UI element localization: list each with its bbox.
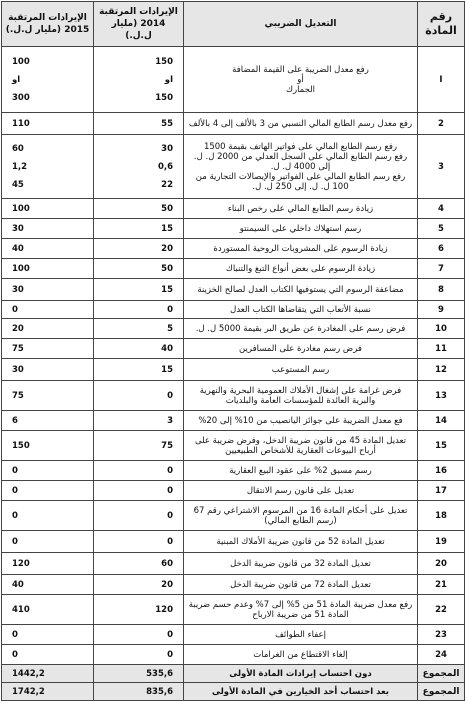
article-number-text: 10: [435, 323, 447, 334]
article-number-text: 5: [438, 223, 444, 234]
revenue-2014-value: 0: [167, 465, 173, 476]
article-number: [418, 199, 465, 219]
amendment-description: [184, 381, 418, 411]
article-number-text: 3: [438, 161, 444, 172]
revenue-2014-value: 20: [161, 579, 173, 590]
revenue-2015-value: 0: [12, 629, 18, 640]
amendment-description: [184, 199, 418, 219]
amendment-description: [184, 279, 418, 301]
table-header-row: [2, 2, 465, 47]
revenue-2015-value: 0: [12, 485, 18, 496]
header-revenue-2015: الإيرادات المرتقبة 2015 (مليار ل.ل.): [2, 2, 94, 47]
amendment-description: [184, 553, 418, 575]
article-number-text: 8: [438, 284, 444, 295]
description-line: فرض رسم على المغادرة عن طريق البر بقيمة 5000 ل. ل.: [195, 323, 406, 334]
description-line: تعديل المادة 45 من قانون ضريبة الدخل، وفرض ضريبة على أرباح البيوعات العقارية للأشخاص الطبيعيين: [194, 435, 406, 456]
table-row: [2, 199, 465, 219]
revenue-2014-cell: [94, 259, 184, 279]
amendment-description: [184, 501, 418, 531]
revenue-2015-cell: [2, 553, 94, 575]
amendment-description: [184, 595, 418, 625]
total-2015: [2, 683, 94, 701]
article-number-text: 22: [435, 604, 447, 615]
article-number-text: 16: [435, 465, 447, 476]
revenue-2015-value: 100: [12, 263, 30, 274]
revenue-2014-value: 150: [155, 92, 173, 103]
revenue-2015-value: 45: [12, 179, 24, 190]
table-row: [2, 339, 465, 359]
amendment-description: [184, 625, 418, 645]
article-number: [418, 575, 465, 595]
amendment-description: [184, 481, 418, 501]
description-line: نسبة الأتعاب التي يتقاضاها الكتاب العدل: [230, 304, 371, 315]
article-number: [418, 219, 465, 239]
revenue-2015-value: او: [12, 74, 21, 85]
revenue-2015-cell: [2, 575, 94, 595]
article-number-text: 13: [435, 390, 447, 401]
revenue-2014-cell: [94, 575, 184, 595]
article-number: [418, 279, 465, 301]
table-row: [2, 381, 465, 411]
revenue-2015-cell: [2, 301, 94, 319]
amendment-description: [184, 575, 418, 595]
amendment-description: [184, 319, 418, 339]
table-row: [2, 431, 465, 461]
revenue-2015-value: 110: [12, 118, 30, 129]
revenue-2014-value: 20: [161, 243, 173, 254]
amendment-description: [184, 339, 418, 359]
header-revenue-2014: الإيرادات المرتقبة 2014 (مليار ل.ل.): [94, 2, 184, 47]
description-line: رفع رسم الطابع المالي على الفواتير والإيصالات التجارية من 100 ل. ل. إلى 250 ل. ل.: [195, 171, 406, 192]
description-line: الجمارك: [285, 84, 316, 95]
total-description: [184, 683, 418, 701]
article-number: [418, 359, 465, 381]
total-label-text: المجموع: [422, 668, 460, 679]
revenue-2015-value: 20: [12, 323, 24, 334]
description-line: تعديل على أحكام المادة 16 من المرسوم الاشتراعي رقم 67 (رسم الطابع المالي): [193, 505, 408, 526]
revenue-2014-cell: [94, 135, 184, 199]
article-number: [418, 431, 465, 461]
revenue-2015-cell: [2, 279, 94, 301]
revenue-2014-value: 5: [167, 323, 173, 334]
amendment-description: [184, 47, 418, 113]
article-number-text: I: [439, 74, 443, 85]
revenue-2015-value: 75: [12, 343, 24, 354]
revenue-2014-cell: [94, 47, 184, 113]
article-number-text: 17: [435, 485, 447, 496]
revenue-2014-value: 0: [167, 510, 173, 521]
article-number: [418, 339, 465, 359]
table-row: [2, 219, 465, 239]
table-row: [2, 625, 465, 645]
revenue-2014-cell: [94, 381, 184, 411]
revenue-2015-value: 410: [12, 604, 30, 615]
description-line: تعديل المادة 72 من قانون ضريبة الدخل: [230, 579, 371, 590]
revenue-2015-cell: [2, 319, 94, 339]
description-line: تعديل المادة 32 من قانون ضريبة الدخل: [230, 558, 371, 569]
article-number: [418, 595, 465, 625]
article-number: [418, 239, 465, 259]
revenue-2015-value: 0: [12, 304, 18, 315]
revenue-2014-value: 55: [161, 118, 173, 129]
revenue-2015-value: 0: [12, 649, 18, 660]
revenue-2014-cell: [94, 301, 184, 319]
amendment-description: [184, 135, 418, 199]
revenue-2014-cell: [94, 501, 184, 531]
revenue-2014-value: 15: [161, 284, 173, 295]
description-line: تعديل على قانون رسم الانتقال: [246, 485, 355, 496]
article-number: [418, 381, 465, 411]
revenue-2014-cell: [94, 595, 184, 625]
article-number: [418, 301, 465, 319]
article-number-text: 20: [435, 558, 447, 569]
description-line: إلغاء الاقتطاع من الغرامات: [253, 649, 348, 660]
description-line: فع معدل الضريبة على جوائز اليانصيب من 10% إلى 20%: [198, 415, 403, 426]
total-description: [184, 665, 418, 683]
revenue-2015-cell: [2, 199, 94, 219]
description-line: تعديل المادة 52 من قانون ضريبة الأملاك المبنية: [216, 536, 385, 547]
description-line: رسم مسبق 2% على عقود البيع العقارية: [229, 465, 372, 476]
revenue-2015-value: 1,2: [12, 161, 28, 172]
article-number: [418, 461, 465, 481]
header-article-number: رقم المادة: [418, 2, 465, 47]
revenue-2015-value: 300: [12, 92, 30, 103]
revenue-2014-cell: [94, 431, 184, 461]
table-row: [2, 47, 465, 113]
revenue-2014-cell: [94, 553, 184, 575]
description-line: إعفاء الطوائف: [275, 629, 326, 640]
revenue-2015-value: 30: [12, 364, 24, 375]
total-2014: [94, 665, 184, 683]
table-row: [2, 645, 465, 665]
revenue-2014-value: 0: [167, 536, 173, 547]
revenue-2015-cell: [2, 595, 94, 625]
amendment-description: [184, 461, 418, 481]
revenue-2015-cell: [2, 411, 94, 431]
total-2015: [2, 665, 94, 683]
revenue-2014-value: 3: [167, 415, 173, 426]
revenue-2015-value: 100: [12, 56, 30, 67]
total-2015-value: 1742,2: [12, 686, 45, 697]
revenue-2015-value: 60: [12, 143, 24, 154]
revenue-2014-cell: [94, 481, 184, 501]
revenue-2014-cell: [94, 199, 184, 219]
revenue-2015-cell: [2, 481, 94, 501]
article-number: [418, 645, 465, 665]
total-2014-value: 535,6: [146, 668, 173, 679]
amendment-description: [184, 431, 418, 461]
revenue-2014-cell: [94, 113, 184, 135]
revenue-2015-cell: [2, 239, 94, 259]
amendment-description: [184, 645, 418, 665]
revenue-2015-cell: [2, 625, 94, 645]
article-number: [418, 259, 465, 279]
article-number: [418, 113, 465, 135]
article-number-text: 18: [435, 510, 447, 521]
article-number-text: 9: [438, 304, 444, 315]
total-row: [2, 665, 465, 683]
description-line: رفع معدل رسم الطابع المالي النسبي من 3 بالألف إلى 4 بالألف: [188, 118, 413, 129]
article-number: [418, 553, 465, 575]
revenue-2015-value: 40: [12, 579, 24, 590]
amendment-description: [184, 301, 418, 319]
article-number-text: 23: [435, 629, 447, 640]
revenue-2015-cell: [2, 339, 94, 359]
revenue-2015-cell: [2, 461, 94, 481]
revenue-2015-value: 120: [12, 558, 30, 569]
revenue-2015-value: 30: [12, 284, 24, 295]
amendment-description: [184, 531, 418, 553]
revenue-2014-value: 150: [155, 56, 173, 67]
article-number-text: 4: [438, 203, 444, 214]
description-line: زيادة الرسوم على المشروبات الروحية المستوردة: [213, 243, 388, 254]
revenue-2014-value: 0: [167, 629, 173, 640]
revenue-2015-value: 0: [12, 510, 18, 521]
article-number: [418, 501, 465, 531]
article-number: [418, 411, 465, 431]
revenue-2015-cell: [2, 259, 94, 279]
article-number-text: 11: [435, 343, 447, 354]
revenue-2014-cell: [94, 219, 184, 239]
revenue-2014-value: 0: [167, 649, 173, 660]
revenue-2014-value: 75: [161, 440, 173, 451]
revenue-2014-value: 0: [167, 304, 173, 315]
table-row: [2, 279, 465, 301]
article-number-text: 6: [438, 243, 444, 254]
total-2015-value: 1442,2: [12, 668, 45, 679]
total-label: [418, 665, 465, 683]
article-number: [418, 625, 465, 645]
revenue-2014-value: 22: [161, 179, 173, 190]
article-number-text: 19: [435, 536, 447, 547]
revenue-2015-cell: [2, 501, 94, 531]
revenue-2015-cell: [2, 359, 94, 381]
revenue-2015-value: 30: [12, 223, 24, 234]
revenue-2015-cell: [2, 431, 94, 461]
table-row: [2, 595, 465, 625]
article-number-text: 24: [435, 649, 447, 660]
revenue-2014-cell: [94, 625, 184, 645]
revenue-2014-value: 60: [161, 558, 173, 569]
article-number-text: 12: [435, 364, 447, 375]
revenue-2014-cell: [94, 645, 184, 665]
revenue-2015-value: 0: [12, 465, 18, 476]
description-line: زيادة الرسوم على بعض أنواع التبغ والتنباك: [225, 263, 376, 274]
revenue-2015-cell: [2, 47, 94, 113]
article-number-text: 2: [438, 118, 444, 129]
revenue-2014-value: 50: [161, 203, 173, 214]
table-row: [2, 553, 465, 575]
amendment-description: [184, 259, 418, 279]
article-number: [418, 319, 465, 339]
description-line: رسم المستوعب: [271, 364, 330, 375]
amendment-description: [184, 219, 418, 239]
header-tax-amendment: التعديل الضريبي: [184, 2, 418, 47]
total-description-text: دون احتساب إيرادات المادة الأولى: [229, 668, 372, 679]
revenue-2015-cell: [2, 219, 94, 239]
amendment-description: [184, 113, 418, 135]
article-number: [418, 531, 465, 553]
revenue-2015-cell: [2, 113, 94, 135]
description-line: رفع معدل الضريبة على القيمة المضافة: [232, 64, 369, 75]
revenue-2014-value: 40: [161, 343, 173, 354]
amendment-description: [184, 239, 418, 259]
total-2014-value: 835,6: [146, 686, 173, 697]
revenue-2014-value: 120: [155, 604, 173, 615]
revenue-2014-cell: [94, 239, 184, 259]
revenue-2015-value: 0: [12, 536, 18, 547]
description-line: مضاعفة الرسوم التي يستوفيها الكتاب العدل لصالح الخزينة: [197, 284, 404, 295]
revenue-2014-value: 50: [161, 263, 173, 274]
revenue-2014-value: 0,6: [157, 161, 173, 172]
description-line: رفع رسم الطابع المالي على السجل العدلي من 2000 ل. ل. إلى 4000 ل. ل.: [193, 151, 408, 172]
description-line: فرض غرامة على إشغال الأملاك العمومية البحرية والنهرية والبرية العائدة للمؤسسات العامة والبلديات: [199, 385, 402, 406]
table-row: [2, 411, 465, 431]
total-label-text: المجموع: [422, 686, 460, 697]
article-number: [418, 47, 465, 113]
table-row: [2, 319, 465, 339]
revenue-2015-value: 150: [12, 440, 30, 451]
revenue-2014-value: 15: [161, 364, 173, 375]
amendment-description: [184, 359, 418, 381]
article-number: [418, 135, 465, 199]
revenue-2015-cell: [2, 381, 94, 411]
revenue-2014-cell: [94, 461, 184, 481]
revenue-2014-cell: [94, 531, 184, 553]
revenue-2014-value: 0: [167, 485, 173, 496]
table-body: [2, 47, 465, 701]
table-row: [2, 501, 465, 531]
revenue-2014-cell: [94, 359, 184, 381]
total-label: [418, 683, 465, 701]
description-line: أو: [297, 74, 304, 85]
table-row: [2, 239, 465, 259]
revenue-2015-value: 40: [12, 243, 24, 254]
revenue-2015-cell: [2, 531, 94, 553]
revenue-2014-cell: [94, 279, 184, 301]
table-row: [2, 531, 465, 553]
tax-amendments-table: [1, 1, 465, 701]
table-row: [2, 301, 465, 319]
revenue-2014-cell: [94, 411, 184, 431]
revenue-2015-value: 75: [12, 390, 24, 401]
revenue-2014-value: او: [164, 74, 173, 85]
description-line: رسم استهلاك داخلي على السيمنتو: [239, 223, 362, 234]
table-row: [2, 135, 465, 199]
table-row: [2, 481, 465, 501]
revenue-2015-value: 6: [12, 415, 18, 426]
article-number-text: 15: [435, 440, 447, 451]
revenue-2014-value: 0: [167, 390, 173, 401]
total-row: [2, 683, 465, 701]
revenue-2015-cell: [2, 135, 94, 199]
description-line: رفع معدل ضريبة المادة 51 من 5% إلى 7% وعدم حسم ضريبة المادة 51 من ضريبة الارباح: [188, 599, 413, 620]
description-line: زيادة رسم الطابع المالي على رخص البناء: [227, 203, 374, 214]
description-line: فرض رسم مغادرة على المسافرين: [239, 343, 362, 354]
total-2014: [94, 683, 184, 701]
article-number-text: 7: [438, 263, 444, 274]
revenue-2015-cell: [2, 645, 94, 665]
article-number-text: 21: [435, 579, 447, 590]
description-line: رفع رسم الطابع المالي على فواتير الهاتف بقيمة 1500: [203, 141, 398, 152]
revenue-2014-value: 15: [161, 223, 173, 234]
revenue-2015-value: 100: [12, 203, 30, 214]
total-description-text: بعد احتساب أحد الخيارين في المادة الأولى: [212, 686, 389, 697]
table-row: [2, 575, 465, 595]
table-row: [2, 461, 465, 481]
revenue-2014-value: 30: [161, 143, 173, 154]
amendment-description: [184, 411, 418, 431]
table-row: [2, 359, 465, 381]
table-row: [2, 113, 465, 135]
article-number-text: 14: [435, 415, 447, 426]
article-number: [418, 481, 465, 501]
revenue-2014-cell: [94, 319, 184, 339]
table-row: [2, 259, 465, 279]
revenue-2014-cell: [94, 339, 184, 359]
